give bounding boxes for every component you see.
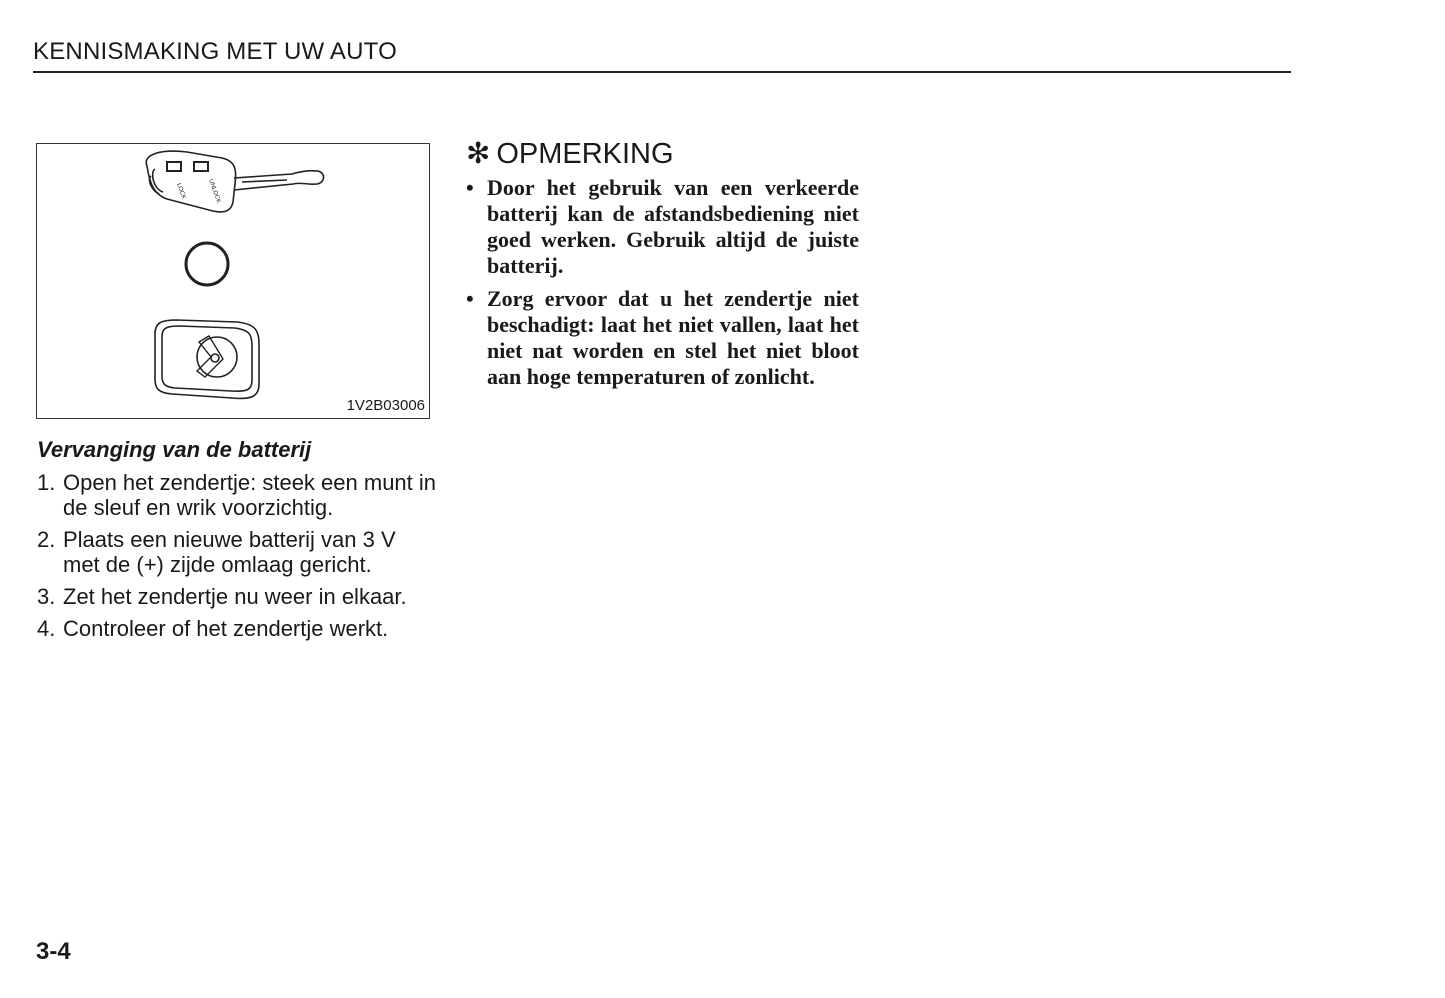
step-item [37, 584, 437, 609]
key-fob-icon [146, 151, 323, 212]
step-text: Zet het zendertje nu weer in elkaar. [63, 584, 407, 609]
header-rule [33, 71, 1291, 73]
step-number: 1. [37, 470, 56, 495]
step-item [37, 527, 437, 577]
page-number: 3-4 [36, 938, 71, 965]
step-number: 3. [37, 584, 56, 609]
asterisk-icon: ✻ [466, 138, 491, 170]
remote-back-cover-icon [155, 320, 259, 398]
svg-text:UNLOCK: UNLOCK [207, 178, 222, 205]
step-text: Controleer of het zendertje werkt. [63, 616, 389, 641]
battery-replacement-heading: Vervanging van de batterij [37, 437, 312, 462]
step-item [37, 616, 437, 641]
replacement-steps [37, 470, 437, 648]
note-item [466, 286, 859, 390]
step-text: Open het zendertje: steek een munt in de sleuf en wrik voorzichtig. [63, 470, 437, 520]
figure-code: 1V2B03006 [346, 397, 425, 414]
note-list [466, 175, 859, 397]
bullet-icon: • [466, 286, 474, 311]
bullet-icon: • [466, 175, 474, 200]
battery-replacement-figure [36, 143, 430, 419]
note-item [466, 175, 859, 279]
note-heading [466, 136, 674, 171]
key-remote-illustration [37, 144, 431, 420]
step-text: Plaats een nieuwe batterij van 3 V met de (+) zijde omlaag gericht. [63, 527, 396, 577]
section-header: KENNISMAKING MET UW AUTO [33, 38, 397, 65]
note-text: Zorg ervoor dat u het zendertje niet beschadigt: laat het niet vallen, laat het niet nat worden en stel het niet bloot aan hoge temperaturen of zonlicht. [487, 286, 859, 389]
step-item [37, 470, 437, 520]
step-number: 4. [37, 616, 56, 641]
step-number: 2. [37, 527, 56, 552]
coin-battery-icon [186, 243, 228, 285]
note-text: Door het gebruik van een verkeerde batterij kan de afstandsbediening niet goed werken. Gebruik altijd de juiste batterij. [487, 175, 859, 278]
svg-text:LOCK: LOCK [175, 182, 187, 201]
note-title: OPMERKING [496, 138, 674, 170]
